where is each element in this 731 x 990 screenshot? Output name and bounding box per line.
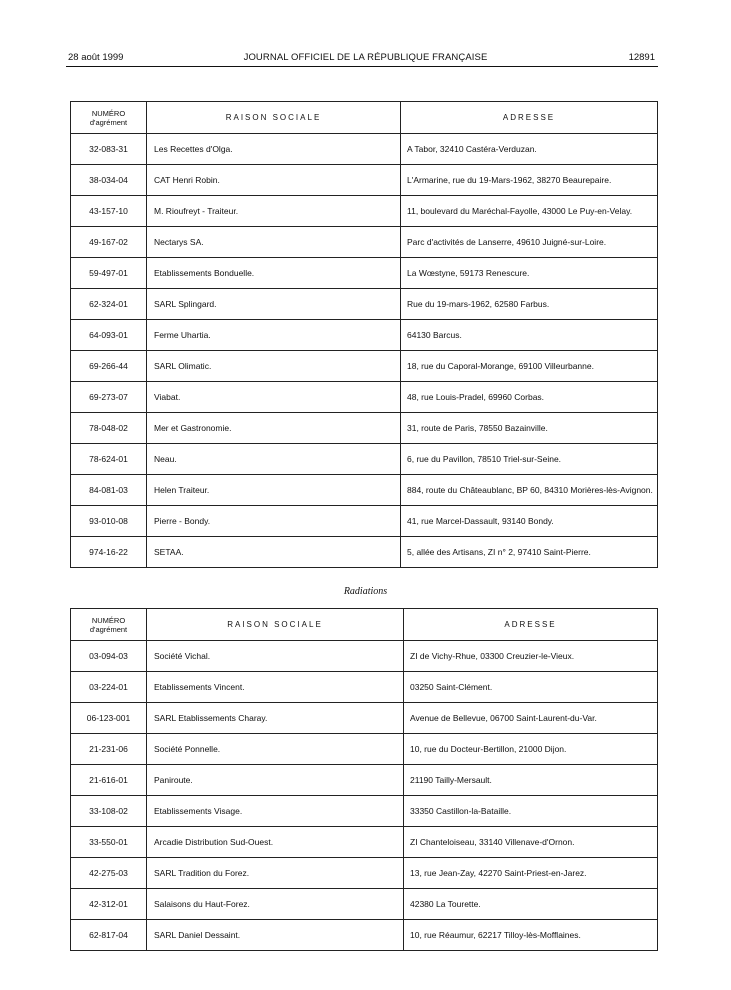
cell-adresse: 31, route de Paris, 78550 Bazainville. — [401, 413, 658, 444]
numero-header-line2: d'agrément — [89, 117, 128, 127]
cell-raison-sociale: Société Ponnelle. — [147, 734, 404, 765]
table-row — [71, 641, 658, 672]
cell-adresse: 64130 Barcus. — [401, 320, 658, 351]
cell-numero: 93-010-08 — [71, 506, 147, 537]
cell-adresse: 10, rue Réaumur, 62217 Tilloy-lès-Mofflaines. — [404, 920, 658, 951]
table-row — [71, 382, 658, 413]
table-header-row — [71, 102, 658, 134]
radiations-table-body — [71, 641, 658, 951]
table-row — [71, 444, 658, 475]
table-header-row — [71, 609, 658, 641]
cell-adresse: Avenue de Bellevue, 06700 Saint-Laurent-du-Var. — [404, 703, 658, 734]
cell-adresse: 6, rue du Pavillon, 78510 Triel-sur-Seine. — [401, 444, 658, 475]
cell-numero: 03-094-03 — [71, 641, 147, 672]
table-row — [71, 165, 658, 196]
cell-adresse: 10, rue du Docteur-Bertillon, 21000 Dijon. — [404, 734, 658, 765]
cell-raison-sociale: CAT Henri Robin. — [147, 165, 401, 196]
cell-raison-sociale: Paniroute. — [147, 765, 404, 796]
cell-raison-sociale: Viabat. — [147, 382, 401, 413]
cell-numero: 78-048-02 — [71, 413, 147, 444]
cell-raison-sociale: SARL Splingard. — [147, 289, 401, 320]
table-row — [71, 320, 658, 351]
cell-numero: 42-275-03 — [71, 858, 147, 889]
table-row — [71, 889, 658, 920]
table-row — [71, 734, 658, 765]
radiations-table — [70, 608, 658, 951]
cell-raison-sociale: Neau. — [147, 444, 401, 475]
table-row — [71, 227, 658, 258]
cell-numero: 62-817-04 — [71, 920, 147, 951]
cell-raison-sociale: Etablissements Bonduelle. — [147, 258, 401, 289]
table-row — [71, 134, 658, 165]
cell-numero: 42-312-01 — [71, 889, 147, 920]
cell-raison-sociale: M. Rioufreyt - Traiteur. — [147, 196, 401, 227]
cell-adresse: ZI de Vichy-Rhue, 03300 Creuzier-le-Vieux. — [404, 641, 658, 672]
cell-adresse: 13, rue Jean-Zay, 42270 Saint-Priest-en-Jarez. — [404, 858, 658, 889]
cell-numero: 78-624-01 — [71, 444, 147, 475]
agrements-table-body — [71, 134, 658, 568]
cell-raison-sociale: Pierre - Bondy. — [147, 506, 401, 537]
cell-numero: 38-034-04 — [71, 165, 147, 196]
cell-adresse: A Tabor, 32410 Castéra-Verduzan. — [401, 134, 658, 165]
cell-numero: 21-616-01 — [71, 765, 147, 796]
cell-numero: 49-167-02 — [71, 227, 147, 258]
cell-raison-sociale: SARL Daniel Dessaint. — [147, 920, 404, 951]
cell-raison-sociale: SARL Etablissements Charay. — [147, 703, 404, 734]
numero-header-line1: NUMÉRO — [91, 108, 126, 118]
table-row — [71, 858, 658, 889]
table-row — [71, 920, 658, 951]
cell-adresse: 5, allée des Artisans, ZI n° 2, 97410 Saint-Pierre. — [401, 537, 658, 568]
cell-numero: 21-231-06 — [71, 734, 147, 765]
cell-adresse: 11, boulevard du Maréchal-Fayolle, 43000 Le Puy-en-Velay. — [401, 196, 658, 227]
cell-raison-sociale: Ferme Uhartia. — [147, 320, 401, 351]
cell-raison-sociale: SARL Olimatic. — [147, 351, 401, 382]
cell-raison-sociale: Etablissements Visage. — [147, 796, 404, 827]
cell-numero: 64-093-01 — [71, 320, 147, 351]
cell-raison-sociale: Les Recettes d'Olga. — [147, 134, 401, 165]
cell-adresse: 42380 La Tourette. — [404, 889, 658, 920]
cell-raison-sociale: Salaisons du Haut-Forez. — [147, 889, 404, 920]
table-row — [71, 475, 658, 506]
header-journal-title: JOURNAL OFFICIEL DE LA RÉPUBLIQUE FRANÇAISE — [243, 52, 488, 63]
cell-adresse: 41, rue Marcel-Dassault, 93140 Bondy. — [401, 506, 658, 537]
cell-numero: 03-224-01 — [71, 672, 147, 703]
cell-raison-sociale: Société Vichal. — [147, 641, 404, 672]
table-row — [71, 506, 658, 537]
cell-adresse: 48, rue Louis-Pradel, 69960 Corbas. — [401, 382, 658, 413]
cell-numero: 59-497-01 — [71, 258, 147, 289]
cell-numero: 32-083-31 — [71, 134, 147, 165]
table-row — [71, 537, 658, 568]
table-row — [71, 258, 658, 289]
cell-adresse: La Wœstyne, 59173 Renescure. — [401, 258, 658, 289]
column-header-raison: RAISON SOCIALE — [147, 609, 404, 641]
table-row — [71, 196, 658, 227]
cell-raison-sociale: Mer et Gastronomie. — [147, 413, 401, 444]
cell-numero: 69-266-44 — [71, 351, 147, 382]
header-rule — [66, 66, 658, 67]
section-title-radiations: Radiations — [343, 586, 388, 597]
header-date: 28 août 1999 — [68, 52, 124, 63]
cell-numero: 06-123-001 — [71, 703, 147, 734]
cell-numero: 69-273-07 — [71, 382, 147, 413]
table-row — [71, 351, 658, 382]
cell-adresse: 33350 Castillon-la-Bataille. — [404, 796, 658, 827]
cell-adresse: ZI Chanteloiseau, 33140 Villenave-d'Ornon. — [404, 827, 658, 858]
cell-raison-sociale: Etablissements Vincent. — [147, 672, 404, 703]
column-header-raison: RAISON SOCIALE — [147, 102, 401, 134]
cell-adresse: 03250 Saint-Clément. — [404, 672, 658, 703]
table-row — [71, 289, 658, 320]
cell-numero: 84-081-03 — [71, 475, 147, 506]
cell-raison-sociale: SETAA. — [147, 537, 401, 568]
numero-header-line2: d'agrément — [89, 624, 128, 634]
cell-raison-sociale: SARL Tradition du Forez. — [147, 858, 404, 889]
table-row — [71, 765, 658, 796]
cell-adresse: Rue du 19-mars-1962, 62580 Farbus. — [401, 289, 658, 320]
table-row — [71, 672, 658, 703]
cell-raison-sociale: Arcadie Distribution Sud-Ouest. — [147, 827, 404, 858]
cell-raison-sociale: Nectarys SA. — [147, 227, 401, 258]
cell-numero: 43-157-10 — [71, 196, 147, 227]
cell-numero: 62-324-01 — [71, 289, 147, 320]
cell-numero: 974-16-22 — [71, 537, 147, 568]
cell-adresse: 884, route du Châteaublanc, BP 60, 84310 Morières-lès-Avignon. — [401, 475, 658, 506]
table-row — [71, 827, 658, 858]
column-header-adresse: ADRESSE — [401, 102, 658, 134]
column-header-adresse: ADRESSE — [404, 609, 658, 641]
cell-numero: 33-550-01 — [71, 827, 147, 858]
cell-adresse: Parc d'activités de Lanserre, 49610 Juigné-sur-Loire. — [401, 227, 658, 258]
cell-adresse: 18, rue du Caporal-Morange, 69100 Villeurbanne. — [401, 351, 658, 382]
cell-adresse: 21190 Tailly-Mersault. — [404, 765, 658, 796]
table-row — [71, 413, 658, 444]
cell-numero: 33-108-02 — [71, 796, 147, 827]
agrements-table — [70, 101, 658, 568]
numero-header-line1: NUMÉRO — [91, 615, 126, 625]
header-page-number: 12891 — [628, 52, 655, 63]
column-header-numero — [71, 102, 147, 134]
column-header-numero — [71, 609, 147, 641]
table-row — [71, 796, 658, 827]
cell-adresse: L'Armarine, rue du 19-Mars-1962, 38270 Beaurepaire. — [401, 165, 658, 196]
table-row — [71, 703, 658, 734]
cell-raison-sociale: Helen Traiteur. — [147, 475, 401, 506]
